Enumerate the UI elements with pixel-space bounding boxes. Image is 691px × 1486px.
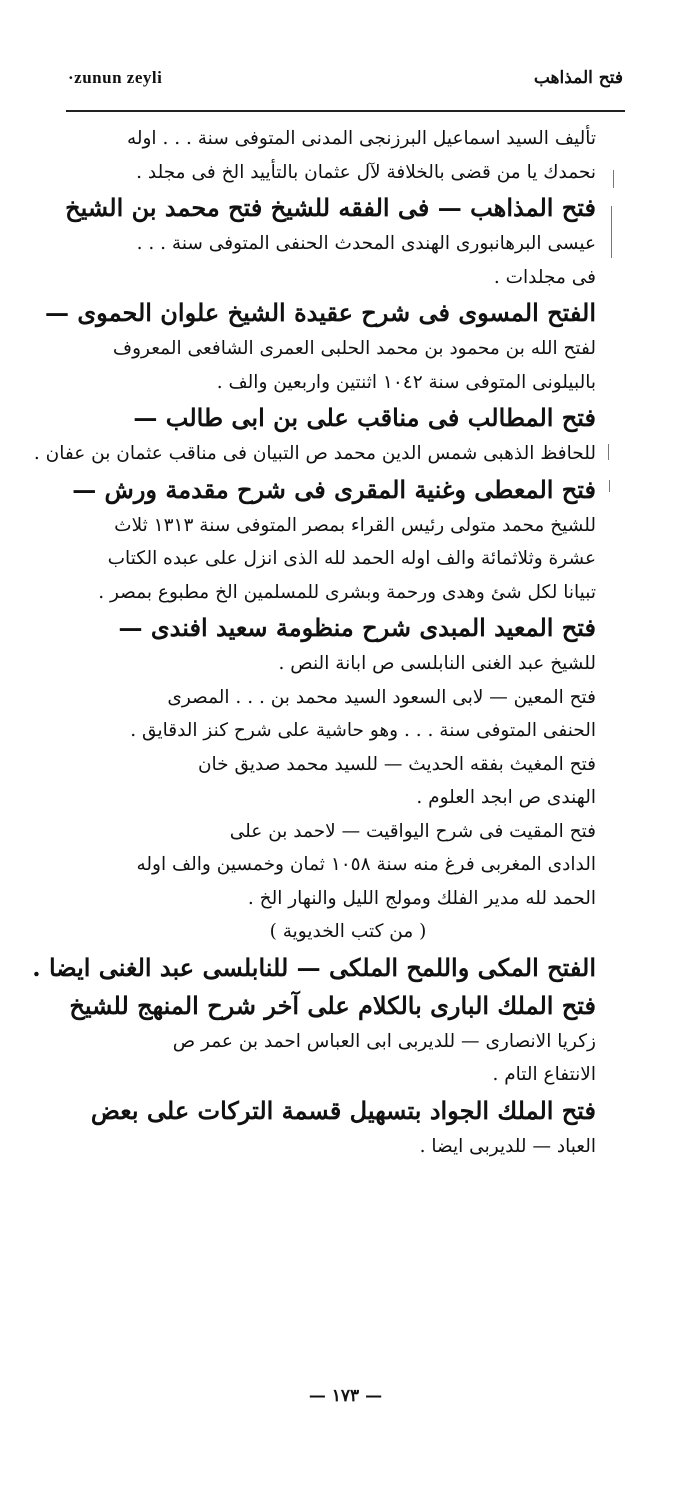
text-line: تبيانا لكل شئ وهدى ورحمة وبشرى للمسلمين الخ مطبوع بمصر .	[98, 581, 596, 603]
page-number: — ١٧٣ —	[308, 1386, 383, 1406]
entry-text	[32, 122, 596, 1163]
text-line: عشرة وثلاثمائة والف اوله الحمد لله الذى انزل على عبده الكتاب	[107, 548, 596, 569]
text-line: الحنفى المتوفى سنة . . . وهو حاشية على شرح كنز الدقايق .	[130, 720, 596, 741]
margin-mark	[608, 444, 609, 460]
entry-heading-line: فتح الملك البارى بالكلام على آخر شرح المنهج للشيخ	[69, 990, 596, 1020]
text-line: الحمد لله مدير الفلك ومولج الليل والنهار الخ .	[247, 887, 596, 909]
text-line: فتح المقيت فى شرح اليواقيت — لاحمد بن على	[229, 820, 596, 842]
text-line: العباد — للديربى ايضا .	[419, 1135, 596, 1157]
text-line: لفتح الله بن محمود بن محمد الحلبى العمرى الشافعى المعروف	[112, 338, 596, 359]
entry-heading-line: فتح المعطى وغنية المقرى فى شرح مقدمة ورش —	[72, 474, 596, 504]
running-header-right: فتح المذاهب	[533, 68, 623, 88]
text-line: الانتفاع التام .	[492, 1064, 596, 1085]
text-line: للحافظ الذهبى شمس الدين محمد ص التبيان فى مناقب عثمان بن عفان .	[33, 443, 596, 464]
text-line: للشيخ عبد الغنى النابلسى ص ابانة النص .	[278, 653, 596, 674]
text-line: الدادى المغربى فرغ منه سنة ١٠٥٨ ثمان وخمسين والف اوله	[136, 854, 596, 875]
margin-mark	[609, 480, 610, 492]
text-line: الهندى ص ابجد العلوم .	[416, 787, 596, 808]
entry-heading-line: فتح المطالب فى مناقب على بن ابى طالب —	[133, 403, 596, 432]
text-line: بالبيلونى المتوفى سنة ١٠٤٢ اثنتين واربعين والف .	[216, 371, 596, 393]
text-line: عيسى البرهانبورى الهندى المحدث الحنفى المتوفى سنة . . .	[136, 233, 596, 254]
entry-heading-line: الفتح المسوى فى شرح عقيدة الشيخ علوان الحموى —	[45, 298, 596, 327]
text-line: فى مجلدات .	[493, 266, 596, 288]
text-line: ( من كتب الخديوية )	[269, 921, 427, 942]
entry-heading-line: فتح الملك الجواد بتسهيل قسمة التركات على بعض	[90, 1095, 596, 1125]
text-line: زكريا الانصارى — للديربى ابى العباس احمد بن عمر ص	[172, 1030, 596, 1052]
text-line: للشيخ محمد متولى رئيس القراء بمصر المتوفى سنة ١٣١٣ ثلاث	[114, 514, 596, 536]
entry-heading-line: فتح المعيد المبدى شرح منظومة سعيد افندى —	[118, 613, 596, 642]
margin-mark	[613, 170, 614, 188]
entry-heading-line: فتح المذاهب — فى الفقه للشيخ فتح محمد بن الشيخ	[65, 193, 596, 222]
running-header-left: ·zunun zeyli	[68, 68, 163, 87]
entry-heading-line: الفتح المكى واللمح الملكى — للنابلسى عبد الغنى ايضا .	[32, 952, 596, 982]
text-line: فتح المغيث بفقه الحديث — للسيد محمد صديق خان	[197, 753, 596, 775]
text-line: فتح المعين — لابى السعود السيد محمد بن . . . المصرى	[167, 686, 596, 708]
header-rule	[66, 110, 625, 112]
text-line: نحمدك يا من قضى بالخلافة لآل عثمان بالتأييد الخ فى مجلد .	[136, 161, 596, 183]
text-line: تأليف السيد اسماعيل البرزنجى المدنى المتوفى سنة . . . اوله	[126, 128, 596, 149]
margin-mark	[611, 206, 612, 258]
